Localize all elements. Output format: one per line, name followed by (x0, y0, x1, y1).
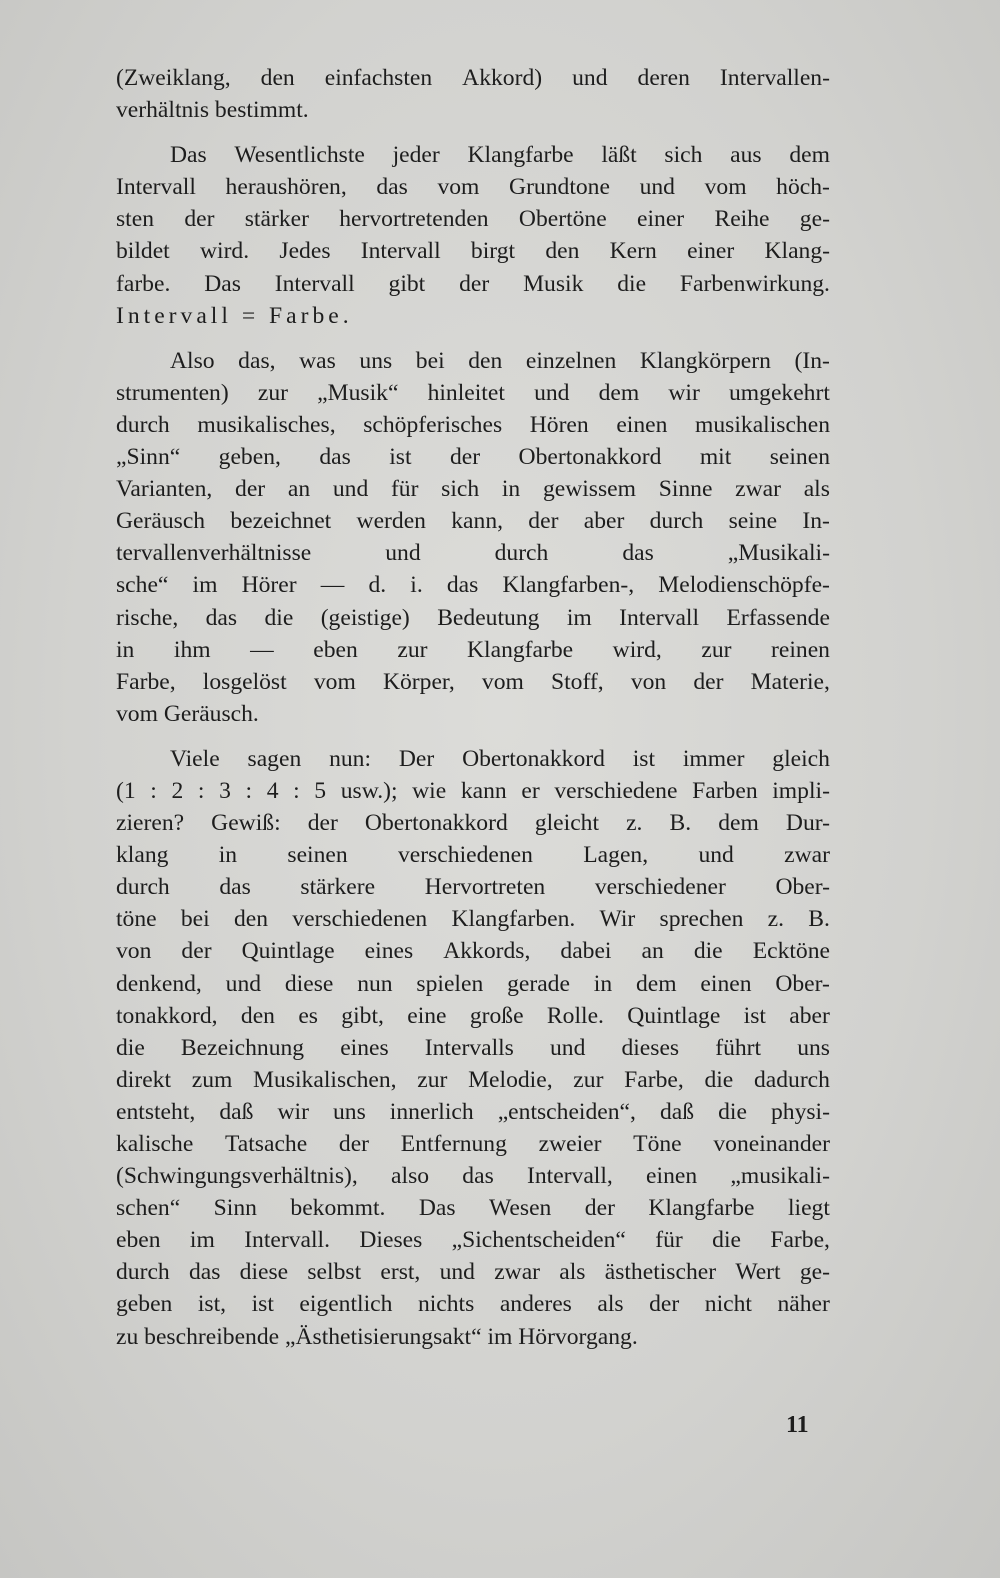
text-line: durch das stärkere Hervortreten verschiedener Ober- (116, 874, 830, 901)
text-line: vom Geräusch. (116, 700, 259, 727)
text-line: eben im Intervall. Dieses „Sichentscheiden“ für die Farbe, (116, 1227, 830, 1254)
text-line: töne bei den verschiedenen Klangfarben. Wir sprechen z. B. (116, 906, 830, 933)
body-text (116, 62, 830, 1353)
text-line: strumenten) zur „Musik“ hinleitet und dem wir umgekehrt (116, 379, 830, 406)
text-line: Intervall heraushören, das vom Grundtone und vom höch- (116, 174, 830, 201)
text-line: entsteht, daß wir uns innerlich „entscheiden“, daß die physi- (116, 1098, 830, 1125)
text-line: Varianten, der an und für sich in gewissem Sinne zwar als (116, 476, 830, 503)
text-line: (1 : 2 : 3 : 4 : 5 usw.); wie kann er verschiedene Farben impli- (116, 777, 830, 804)
text-line: kalische Tatsache der Entfernung zweier Töne voneinander (116, 1131, 830, 1157)
text-line: (Zweiklang, den einfachsten Akkord) und deren Intervallen- (116, 65, 830, 91)
text-line: tonakkord, den es gibt, eine große Rolle. Quintlage ist aber (116, 1002, 830, 1029)
text-line: „Sinn“ geben, das ist der Obertonakkord mit seinen (116, 444, 830, 471)
text-line: sten der stärker hervortretenden Obertöne einer Reihe ge- (116, 206, 830, 233)
text-line: denkend, und diese nun spielen gerade in dem einen Ober- (116, 970, 830, 997)
text-line: tervallenverhältnisse und durch das „Musikali- (116, 540, 830, 567)
text-line: rische, das die (geistige) Bedeutung im Intervall Erfassende (116, 604, 830, 631)
text-line: Viele sagen nun: Der Obertonakkord ist immer gleich (170, 745, 830, 772)
text-line: bildet wird. Jedes Intervall birgt den Kern einer Klang- (116, 238, 830, 265)
text-line: direkt zum Musikalischen, zur Melodie, zur Farbe, die dadurch (116, 1066, 830, 1093)
page-number: 11 (786, 1412, 809, 1438)
text-line: (Schwingungsverhältnis), also das Intervall, einen „musikali- (116, 1163, 830, 1190)
text-line: Geräusch bezeichnet werden kann, der aber durch seine In- (116, 508, 830, 535)
text-line: Farbe, losgelöst vom Körper, vom Stoff, von der Materie, (116, 668, 830, 695)
text-line: verhältnis bestimmt. (116, 97, 309, 124)
text-line: farbe. Das Intervall gibt der Musik die Farbenwirkung. (116, 270, 830, 297)
text-line: Intervall = Farbe. (116, 302, 353, 329)
text-line: Das Wesentlichste jeder Klangfarbe läßt sich aus dem (170, 142, 830, 169)
text-line: klang in seinen verschiedenen Lagen, und zwar (116, 842, 830, 869)
text-line: geben ist, ist eigentlich nichts anderes als der nicht näher (116, 1291, 830, 1318)
text-line: sche“ im Hörer — d. i. das Klangfarben-, Melodienschöpfe- (116, 572, 830, 599)
text-line: durch musikalisches, schöpferisches Hören einen musikalischen (116, 411, 830, 438)
text-line: durch das diese selbst erst, und zwar als ästhetischer Wert ge- (116, 1259, 830, 1286)
text-line: in ihm — eben zur Klangfarbe wird, zur reinen (116, 636, 830, 663)
text-line: zieren? Gewiß: der Obertonakkord gleicht z. B. dem Dur- (116, 810, 830, 837)
text-line: die Bezeichnung eines Intervalls und dieses führt uns (116, 1034, 830, 1061)
text-line: zu beschreibende „Ästhetisierungsakt“ im Hörvorgang. (116, 1323, 638, 1350)
text-line: von der Quintlage eines Akkords, dabei an die Ecktöne (116, 938, 830, 965)
text-line: schen“ Sinn bekommt. Das Wesen der Klangfarbe liegt (116, 1195, 830, 1222)
text-line: Also das, was uns bei den einzelnen Klangkörpern (In- (170, 347, 830, 374)
